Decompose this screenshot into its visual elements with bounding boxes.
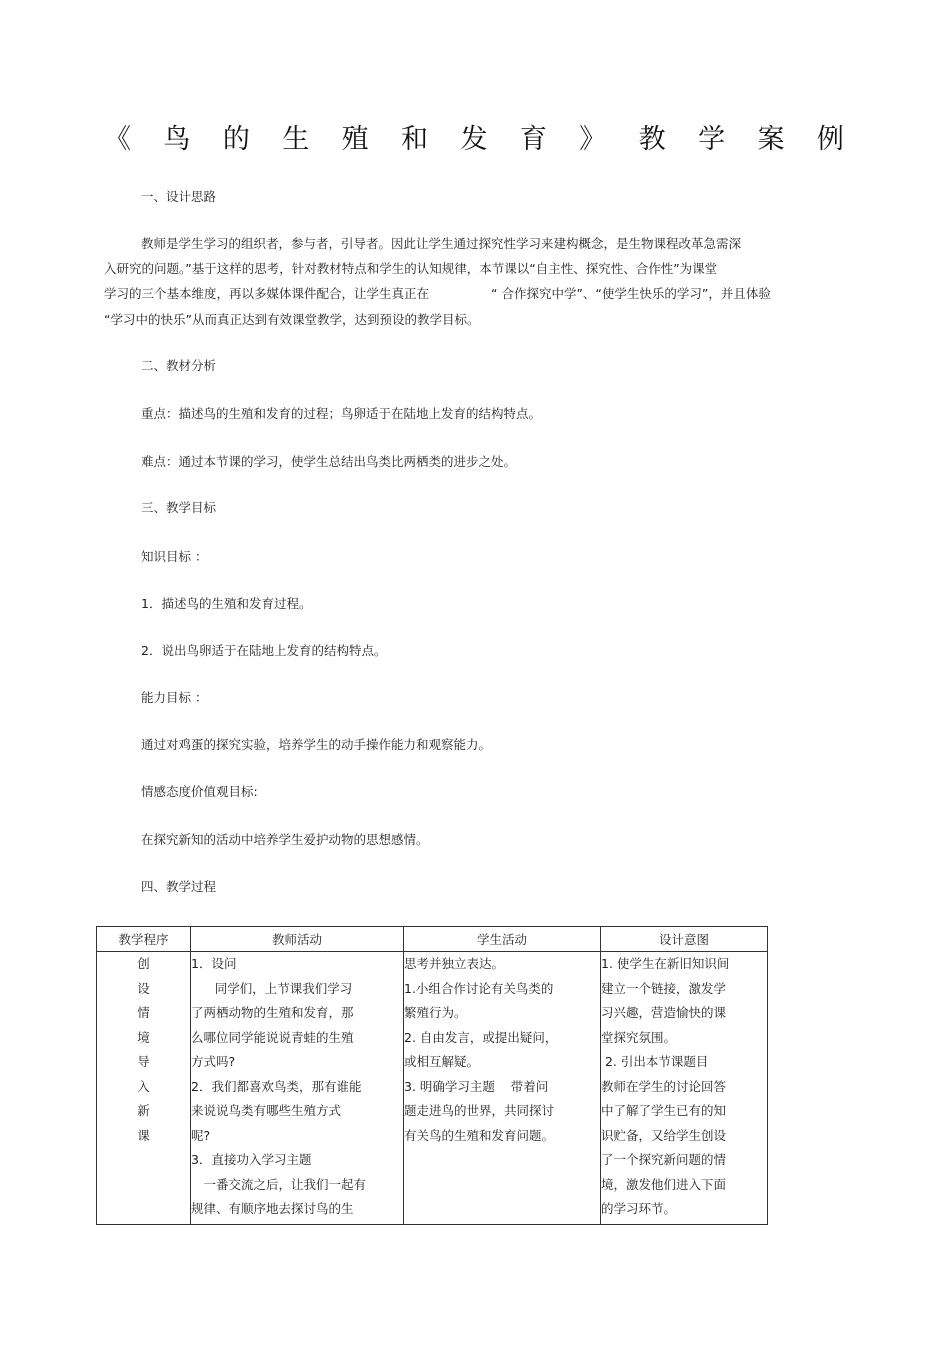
intent-line: 1. 使学生在新旧知识间 — [601, 956, 730, 971]
stage-char: 导 — [137, 1054, 150, 1069]
student-line: 有关鸟的生殖和发育问题。 — [404, 1127, 555, 1143]
student-line: 1.小组合作讨论有关鸟类的 — [404, 980, 554, 996]
title-char: 学 — [698, 124, 726, 155]
design-paragraph-line: 入研究的问题。”基于这样的思考，针对教材特点和学生的认知规律，本节课以“自主性、探究性、合作性”为课堂 — [104, 261, 718, 276]
ability-goal-label: 能力目标 ： — [141, 690, 208, 705]
teacher-line: 一番交流之后，让我们一起有 — [203, 1176, 367, 1192]
ability-goal-text: 通过对鸡蛋的探究实验，培养学生的动手操作能力和观察能力。 — [141, 737, 492, 752]
key-point-text: 重点：描述鸟的生殖和发育的过程；鸟卵适于在陆地上发育的结构特点。 — [141, 406, 542, 421]
title-char: 的 — [222, 124, 250, 155]
title-char: 发 — [460, 124, 488, 155]
intent-line: 中了解了学生已有的知 — [601, 1103, 727, 1118]
emotion-goal-label: 情感态度价值观目标: — [141, 784, 258, 799]
design-paragraph-line: 教师是学生学习的组织者，参与者，引导者。因此让学生通过探究性学习来建构概念，是生物课程改革急需深 — [141, 236, 742, 251]
design-paragraph-line: 学习的三个基本维度，再以多媒体课件配合，让学生真正在 — [104, 286, 430, 301]
knowledge-goal-item: 1．描述鸟的生殖和发育过程。 — [141, 596, 312, 611]
teacher-line: 么哪位同学能说说青蛙的生殖 — [191, 1029, 354, 1045]
stage-char: 情 — [137, 1005, 150, 1020]
intent-line: 识贮备，又给学生创设 — [601, 1127, 727, 1143]
student-line: 思考并独立表达。 — [404, 956, 505, 971]
knowledge-goal-label: 知识目标 ： — [141, 549, 208, 564]
design-paragraph-line: “学习中的快乐”从而真正达到有效课堂教学，达到预设的教学目标。 — [104, 312, 480, 327]
stage-cell — [97, 952, 191, 1225]
emotion-goal-text: 在探究新知的活动中培养学生爱护动物的思想感情。 — [141, 832, 429, 847]
stage-char: 设 — [137, 980, 150, 996]
table-row — [97, 952, 768, 1225]
student-activity-cell — [404, 952, 601, 1225]
teacher-line: 呢? — [191, 1127, 211, 1143]
student-line: 繁殖行为。 — [404, 1005, 467, 1020]
difficult-point-text: 难点：通过本节课的学习，使学生总结出鸟类比两栖类的进步之处。 — [141, 454, 517, 469]
section-heading-material-analysis: 二、教材分析 — [141, 358, 217, 373]
document-title — [104, 120, 844, 160]
teaching-process-table — [96, 926, 768, 1225]
teacher-line: 了两栖动物的生殖和发育，那 — [191, 1005, 354, 1020]
intent-line: 的学习环节。 — [601, 1201, 677, 1216]
section-heading-teaching-process: 四、教学过程 — [141, 879, 217, 894]
stage-char: 课 — [137, 1127, 150, 1143]
title-char: 和 — [401, 124, 429, 155]
stage-char: 新 — [137, 1103, 150, 1118]
student-line: 2. 自由发言，或提出疑问， — [404, 1029, 558, 1045]
title-char: 生 — [282, 124, 310, 155]
intent-line: 2. 引出本节课题目 — [601, 1054, 709, 1069]
title-char: 殖 — [341, 124, 369, 155]
intent-line: 建立一个链接，激发学 — [601, 980, 727, 996]
title-char: 鸟 — [163, 124, 191, 155]
knowledge-goal-item: 2．说出鸟卵适于在陆地上发育的结构特点。 — [141, 643, 387, 658]
teacher-line: 同学们，上节课我们学习 — [214, 980, 353, 996]
title-char: 例 — [816, 124, 844, 155]
section-heading-teaching-goals: 三、教学目标 — [141, 500, 217, 515]
title-char: 《 — [104, 124, 131, 155]
title-char: 育 — [519, 124, 547, 155]
teacher-line: 2．我们都喜欢鸟类，那有谁能 — [191, 1078, 362, 1094]
header-teaching-procedure: 教学程序 — [97, 927, 191, 952]
title-char: 教 — [638, 124, 666, 155]
intent-line: 教师在学生的讨论回答 — [601, 1078, 727, 1094]
student-line: 3. 明确学习主题 带着问 — [404, 1078, 549, 1094]
design-intent-cell — [601, 952, 768, 1225]
teacher-line: 来说说鸟类有哪些生殖方式 — [191, 1103, 342, 1118]
table-header-row — [97, 927, 768, 952]
title-char: 案 — [757, 124, 785, 155]
intent-line: 境，激发他们进入下面 — [601, 1176, 727, 1192]
title-char: 》 — [579, 124, 607, 155]
stage-char: 境 — [137, 1029, 150, 1045]
student-line: 或相互解疑。 — [404, 1054, 480, 1069]
intent-line: 堂探究氛围。 — [601, 1029, 677, 1045]
section-heading-design-idea: 一、设计思路 — [141, 189, 217, 204]
student-line: 题走进鸟的世界，共同探讨 — [404, 1103, 555, 1118]
intent-line: 习兴趣，营造愉快的课 — [601, 1005, 727, 1020]
header-design-intent: 设计意图 — [601, 927, 768, 952]
teacher-line: 3．直接功入学习主题 — [191, 1152, 312, 1167]
teacher-activity-cell — [191, 952, 404, 1225]
stage-char: 创 — [137, 956, 150, 971]
teacher-line: 规律、有顺序地去探讨鸟的生 — [191, 1201, 354, 1216]
intent-line: 了一个探究新问题的情 — [601, 1152, 727, 1167]
stage-char: 入 — [137, 1078, 150, 1094]
header-student-activity: 学生活动 — [404, 927, 601, 952]
teacher-line: 方式吗? — [191, 1054, 236, 1069]
header-teacher-activity: 教师活动 — [191, 927, 404, 952]
teacher-line: 1．设问 — [191, 956, 237, 971]
design-paragraph-line: “ 合作探究中学”、“使学生快乐的学习”，并且体验 — [491, 286, 771, 301]
